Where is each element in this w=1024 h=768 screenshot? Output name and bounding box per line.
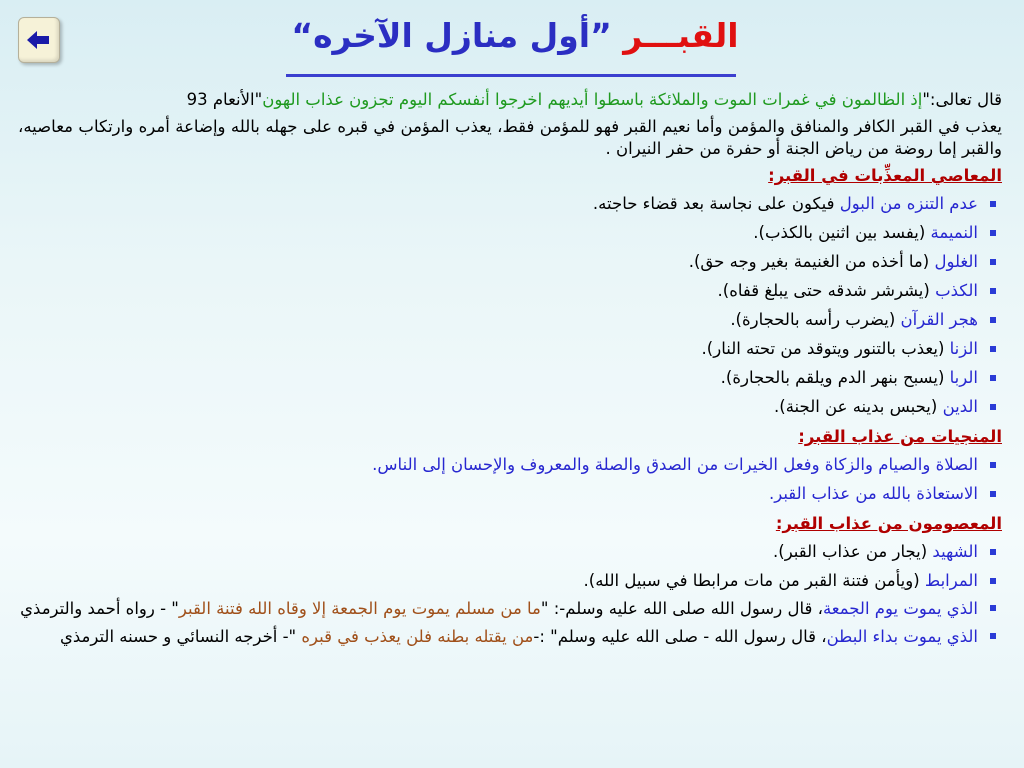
verse-prefix: قال تعالى:" [922, 90, 1002, 109]
list-item: الصلاة والصيام والزكاة وفعل الخيرات من الصدق والصلة والمعروف والإحسان إلى الناس. [18, 450, 1002, 479]
list-item [18, 623, 1002, 651]
item-desc: فيكون على نجاسة بعد قضاء حاجته. [592, 194, 840, 213]
back-button[interactable] [18, 17, 60, 63]
item-desc: (يضرب رأسه بالحجارة). [730, 310, 901, 329]
list-item [18, 363, 1002, 392]
list-item [18, 595, 1002, 623]
intro-paragraph: يعذب في القبر الكافر والمنافق والمؤمن وأما نعيم القبر فهو للمؤمن فقط، يعذب المؤمن في قبره على جهله بالله وإضاعة أمره وارتكاب معاصيه، والقبر إما روضة من رياض الجنة أو حفرة من حفر النيران . [18, 117, 1002, 158]
item-term: المرابط [924, 571, 978, 590]
item-desc: (يشرشر شدقه حتى يبلغ قفاه). [717, 281, 936, 300]
list-item [18, 218, 1002, 247]
item-term: الزنا [949, 339, 978, 358]
title-sub: ”أول منازل الآخره“ [291, 16, 624, 55]
item-term: الذي يموت يوم الجمعة [822, 599, 978, 618]
list-item [18, 247, 1002, 276]
savers-heading: المنجيات من عذاب القبر: [798, 427, 1002, 446]
page-title-container [280, 14, 750, 58]
hadith-quote: من يقتله بطنه فلن يعذب في قبره [301, 627, 534, 646]
item-term: الذي يموت بداء البطن [826, 627, 978, 646]
item-term: عدم التنزه من البول [839, 194, 978, 213]
list-item [18, 189, 1002, 218]
item-desc: (يجار من عذاب القبر). [773, 542, 933, 561]
item-term: النميمة [930, 223, 978, 242]
item-desc: (يحبس بدينه عن الجنة). [774, 397, 943, 416]
list-item [18, 566, 1002, 595]
title-underline [286, 74, 736, 77]
item-desc: (يفسد بين اثنين بالكذب). [753, 223, 931, 242]
item-desc: ، قال رسول الله صلى الله عليه وسلم-: " [540, 599, 823, 618]
item-term: الكذب [935, 281, 978, 300]
item-desc: (ما أخذه من الغنيمة بغير وجه حق). [688, 252, 935, 271]
title-main: القبـــر [623, 16, 739, 55]
protected-heading: المعصومون من عذاب القبر: [775, 514, 1002, 533]
item-source: "- أخرجه النسائي و حسنه الترمذي [59, 627, 302, 646]
list-item: الاستعاذة بالله من عذاب القبر. [18, 479, 1002, 508]
item-desc: (يعذب بالتنور ويتوقد من تحته النار). [701, 339, 950, 358]
item-source: " - رواه أحمد والترمذي [20, 599, 179, 618]
item-term: الربا [949, 368, 978, 387]
sins-list [18, 189, 1002, 421]
verse-text: إذ الظالمون في غمرات الموت والملائكة باسطوا أيديهم اخرجوا أنفسكم اليوم تجزون عذاب الهون [262, 90, 923, 109]
item-desc: (ويأمن فتنة القبر من مات مرابطا في سبيل الله). [583, 571, 925, 590]
verse-paragraph [18, 88, 1002, 112]
item-term: الدين [942, 397, 978, 416]
sins-heading: المعاصي المعذِّبات في القبر: [768, 166, 1002, 185]
list-item [18, 305, 1002, 334]
item-desc: ، قال رسول الله - صلى الله عليه وسلم" :- [533, 627, 827, 646]
list-item [18, 392, 1002, 421]
item-desc: (يسبح بنهر الدم ويلقم بالحجارة). [720, 368, 950, 387]
savers-list [18, 450, 1002, 508]
page-title [280, 14, 750, 58]
item-term: الغلول [934, 252, 978, 271]
list-item [18, 334, 1002, 363]
left-arrow-icon [27, 30, 51, 50]
item-term: هجر القرآن [900, 310, 978, 329]
list-item [18, 537, 1002, 566]
main-content [18, 88, 1002, 651]
item-term: الشهيد [932, 542, 978, 561]
hadith-quote: ما من مسلم يموت يوم الجمعة إلا وقاه الله فتنة القبر [178, 599, 541, 618]
verse-ref: "الأنعام 93 [186, 90, 263, 109]
protected-list [18, 537, 1002, 651]
list-item [18, 276, 1002, 305]
